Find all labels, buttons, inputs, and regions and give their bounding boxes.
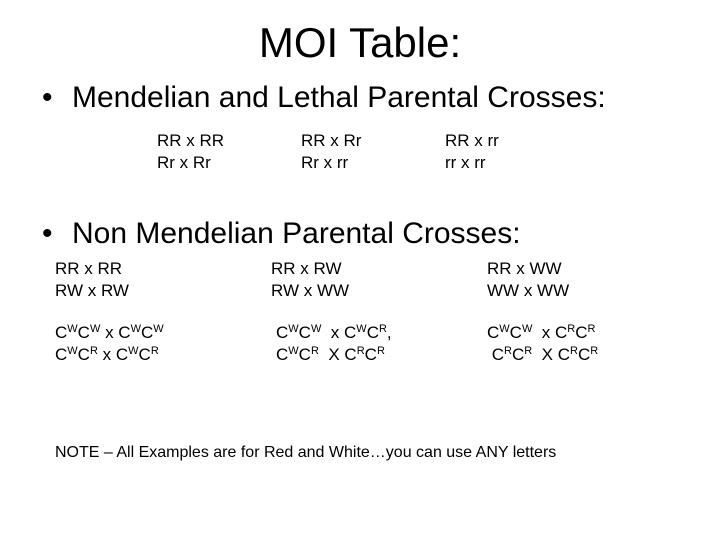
- non-mendelian-cell-3: [487, 258, 569, 302]
- allele-superscript: R: [504, 345, 512, 357]
- non-mendelian-cell-2: [271, 258, 349, 302]
- genotype-cross: [487, 322, 598, 344]
- bullet-mendelian: [42, 80, 606, 116]
- allele-base: C: [511, 345, 525, 364]
- allele-base: X C: [532, 345, 570, 364]
- allele-base: C: [487, 345, 504, 364]
- allele-base: x C: [100, 323, 131, 342]
- genotype-cross: [55, 344, 164, 366]
- allele-superscript: W: [310, 323, 322, 335]
- mendelian-cell-2: [301, 130, 361, 174]
- genotype-cross: [276, 322, 392, 344]
- mendelian-cell-1: [157, 130, 224, 174]
- cross-text: RR x rr: [445, 131, 499, 150]
- cross-text: RR x RR: [55, 259, 123, 278]
- genotype-cross: [55, 322, 164, 344]
- allele-superscript: W: [499, 323, 510, 335]
- allele-superscript: R: [569, 345, 578, 357]
- allele-base: C: [276, 323, 289, 342]
- allele-superscript: R: [587, 323, 596, 335]
- cross-text: rr x rr: [445, 153, 486, 172]
- allele-superscript: R: [376, 345, 385, 357]
- allele-base: C: [298, 345, 311, 364]
- allele-superscript: R: [590, 345, 599, 357]
- cross-text: Rr x Rr: [157, 153, 211, 172]
- allele-base: C: [55, 345, 68, 364]
- allele-base: C: [577, 345, 591, 364]
- allele-base: ,: [386, 323, 392, 342]
- allele-superscript: W: [128, 345, 139, 357]
- allele-base: x C: [97, 345, 129, 364]
- allele-superscript: W: [288, 323, 299, 335]
- cross-text: RW x RW: [55, 281, 129, 300]
- mendelian-cell-3: [445, 130, 499, 174]
- allele-base: X C: [318, 345, 357, 364]
- codominant-cell-1: [55, 322, 164, 366]
- non-mendelian-heading: Non Mendelian Parental Crosses:: [72, 217, 521, 250]
- cross-text: RR x RW: [271, 259, 342, 278]
- cross-text: RR x Rr: [301, 131, 362, 150]
- allele-superscript: W: [153, 323, 164, 335]
- allele-superscript: R: [567, 323, 576, 335]
- allele-superscript: W: [130, 323, 141, 335]
- genotype-cross: [487, 344, 598, 366]
- allele-base: C: [509, 323, 522, 342]
- codominant-cell-3: [487, 322, 598, 366]
- allele-base: x C: [321, 323, 357, 342]
- cross-text: WW x WW: [487, 281, 570, 300]
- allele-superscript: R: [89, 345, 98, 357]
- allele-base: C: [140, 323, 154, 342]
- allele-base: C: [575, 323, 588, 342]
- allele-base: C: [366, 323, 379, 342]
- cross-text: RR x WW: [487, 259, 562, 278]
- allele-base: C: [77, 323, 90, 342]
- allele-base: C: [298, 323, 311, 342]
- cross-text: RR x RR: [157, 131, 225, 150]
- allele-superscript: W: [521, 323, 533, 335]
- allele-base: x C: [532, 323, 568, 342]
- allele-superscript: W: [288, 345, 299, 357]
- genotype-cross: [276, 344, 392, 366]
- allele-base: C: [487, 323, 500, 342]
- allele-base: C: [77, 345, 90, 364]
- allele-superscript: W: [67, 345, 78, 357]
- allele-superscript: W: [89, 323, 101, 335]
- allele-superscript: R: [310, 345, 319, 357]
- bullet-non-mendelian: [42, 216, 521, 252]
- allele-base: C: [276, 345, 289, 364]
- cross-text: RW x WW: [271, 281, 350, 300]
- codominant-cell-2: [276, 322, 392, 366]
- slide-title: MOI Table:: [258, 19, 462, 66]
- allele-base: C: [138, 345, 151, 364]
- bullet-icon: •: [42, 81, 53, 114]
- allele-superscript: W: [67, 323, 78, 335]
- mendelian-heading: Mendelian and Lethal Parental Crosses:: [72, 81, 606, 114]
- note-text: NOTE – All Examples are for Red and White…you can use ANY letters: [55, 444, 557, 461]
- allele-superscript: R: [356, 345, 365, 357]
- allele-base: C: [364, 345, 377, 364]
- allele-base: C: [55, 323, 68, 342]
- allele-superscript: R: [378, 323, 387, 335]
- cross-text: Rr x rr: [301, 153, 349, 172]
- allele-superscript: W: [356, 323, 367, 335]
- allele-superscript: R: [524, 345, 533, 357]
- non-mendelian-cell-1: [55, 258, 129, 302]
- allele-superscript: R: [150, 345, 159, 357]
- bullet-icon: •: [42, 217, 53, 250]
